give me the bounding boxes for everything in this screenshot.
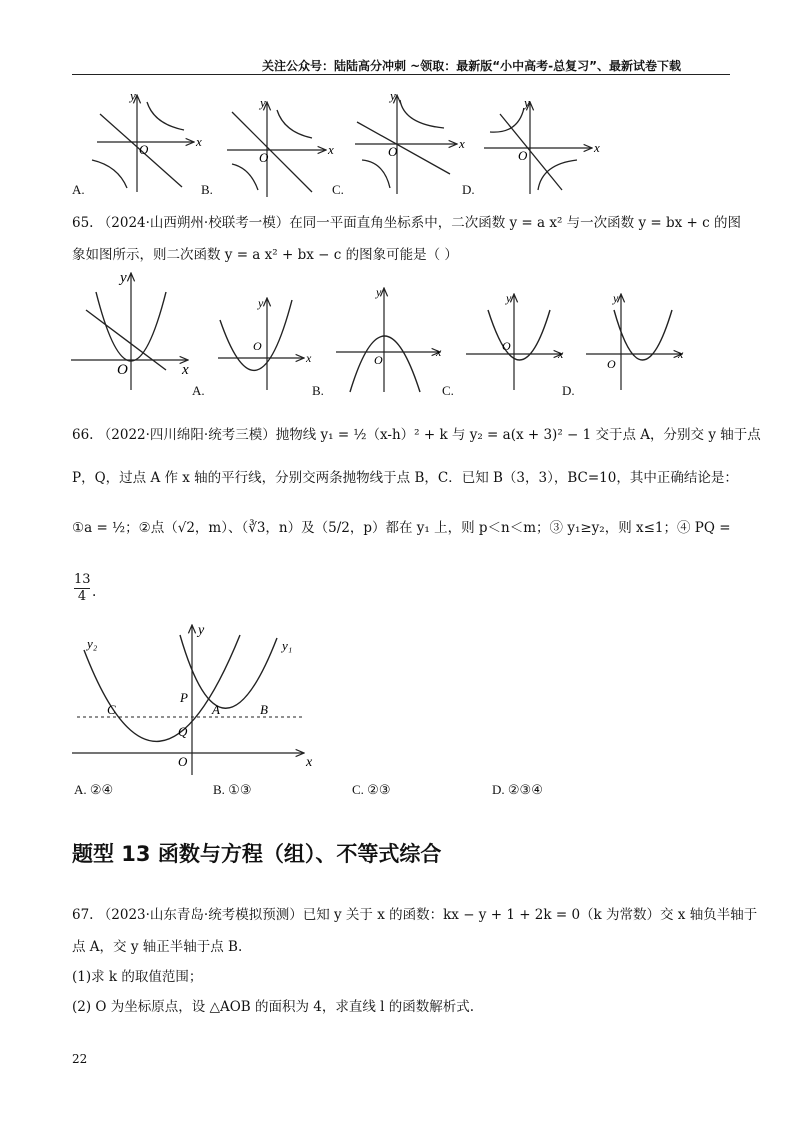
q65-graph-b — [336, 285, 442, 392]
q66-label-a: A — [212, 702, 220, 717]
q66-text-line2: P，Q，过点 A 作 x 轴的平行线，分别交两条抛物线于点 B，C．已知 B（3，3），BC=10，其中正确结论是： — [72, 470, 738, 486]
q64d-o: O — [518, 148, 528, 163]
q65-option-b[interactable]: B. — [312, 383, 324, 398]
q65-main-o: O — [117, 362, 128, 378]
q64-graph-d — [484, 95, 600, 194]
q64-graph-c — [355, 92, 465, 194]
q64-graph-a — [92, 92, 202, 192]
q66-fraction-num: 13 — [74, 572, 91, 587]
q64b-o: O — [259, 150, 269, 165]
q66-label-x: x — [306, 755, 313, 770]
q65-option-d[interactable]: D. — [562, 383, 575, 398]
q64-option-a[interactable]: A. — [72, 182, 85, 197]
q65-main-y: y — [120, 270, 127, 286]
q64-graph-b — [227, 95, 334, 197]
header-rule — [72, 74, 730, 75]
q64c-o: O — [388, 144, 398, 159]
page-number: 22 — [72, 1052, 88, 1066]
q64-option-d[interactable]: D. — [462, 182, 475, 197]
q66-graph — [72, 620, 322, 780]
q66-option-b[interactable]: B. ①③ — [213, 782, 252, 797]
q65a-y: y — [258, 296, 264, 310]
q65-option-a[interactable]: A. — [192, 383, 205, 398]
q66-label-y: y — [198, 623, 205, 638]
page-header: 关注公众号：陆陆高分冲刺 ~领取：最新版“小中高考-总复习”、最新试卷下载 — [262, 59, 681, 73]
q65-graphs — [68, 270, 708, 400]
q66-fraction — [74, 572, 90, 605]
q66-label-b: B — [260, 702, 268, 717]
q65-given-graph — [71, 270, 189, 390]
q65-graph-c — [466, 291, 564, 390]
section-title: 题型 13 函数与方程（组）、不等式综合 — [72, 842, 442, 866]
q66-label-o: O — [178, 754, 188, 769]
q67-text-line1: 67. （2023·山东青岛·统考模拟预测）已知 y 关于 x 的函数：kx − y + 1 + 2k = 0（k 为常数）交 x 轴负半轴于 — [72, 907, 758, 923]
q67-part2: (2) O 为坐标原点，设 △AOB 的面积为 4，求直线 l 的函数解析式. — [72, 999, 475, 1015]
q65d-y: y — [613, 291, 619, 305]
q65d-x: x — [678, 347, 684, 361]
q65-main-x: x — [182, 362, 189, 378]
q66-label-q: Q — [178, 724, 188, 739]
q66-label-y1: y₁ — [282, 638, 293, 653]
q65b-x: x — [436, 345, 442, 359]
q64d-x: x — [594, 140, 600, 155]
q64-option-b[interactable]: B. — [201, 182, 213, 197]
q64a-o: O — [139, 142, 149, 157]
q66-option-a[interactable]: A. ②④ — [74, 782, 114, 797]
q65-option-c[interactable]: C. — [442, 383, 454, 398]
q67-part1: (1)求 k 的取值范围； — [72, 969, 203, 985]
q66-option-d[interactable]: D. ②③④ — [492, 782, 543, 797]
q65b-o: O — [374, 353, 383, 367]
q66-text-period: . — [92, 584, 97, 600]
q64c-x: x — [459, 136, 465, 151]
q66-text-line1: 66. （2022·四川绵阳·统考三模）抛物线 y₁ = ½（x-h）² + k 与 y₂ = a(x + 3)² − 1 交于点 A，分别交 y 轴于点 — [72, 427, 761, 443]
q67-text-line2: 点 A，交 y 轴正半轴于点 B. — [72, 939, 243, 955]
q65c-y: y — [506, 291, 512, 305]
q66-fraction-den: 4 — [77, 589, 87, 604]
q66-label-c: C — [107, 702, 116, 717]
q64b-y: y — [260, 95, 266, 110]
q66-option-c[interactable]: C. ②③ — [352, 782, 391, 797]
q65a-x: x — [306, 351, 312, 365]
q65b-y: y — [376, 285, 382, 299]
q64a-x: x — [196, 134, 202, 149]
q65-graph-a — [218, 296, 312, 390]
q66-label-p: P — [180, 690, 188, 705]
q64b-x: x — [328, 142, 334, 157]
q65c-x: x — [558, 347, 564, 361]
q65d-o: O — [607, 357, 616, 371]
q66-text-line3: ①a = ½；②点（√2，m）、（∛3，n）及（5/2，p）都在 y₁ 上，则 p＜n＜m；③ y₁≥y₂，则 x≤1；④ PQ = — [72, 520, 731, 536]
q64c-y: y — [390, 92, 396, 103]
q64d-y: y — [524, 95, 530, 110]
q64-option-c[interactable]: C. — [332, 182, 344, 197]
q64a-y: y — [130, 92, 136, 103]
q65-graph-d — [586, 291, 684, 390]
q65-text-line1: 65. （2024·山西朔州·校联考一模）在同一平面直角坐标系中，二次函数 y = a x² 与一次函数 y = bx + c 的图 — [72, 215, 741, 231]
q65c-o: O — [502, 339, 511, 353]
q65-text-line2: 象如图所示，则二次函数 y = a x² + bx − c 的图象可能是（ ） — [72, 247, 458, 263]
q66-label-y2: y₂ — [87, 636, 98, 651]
q65a-o: O — [253, 339, 262, 353]
